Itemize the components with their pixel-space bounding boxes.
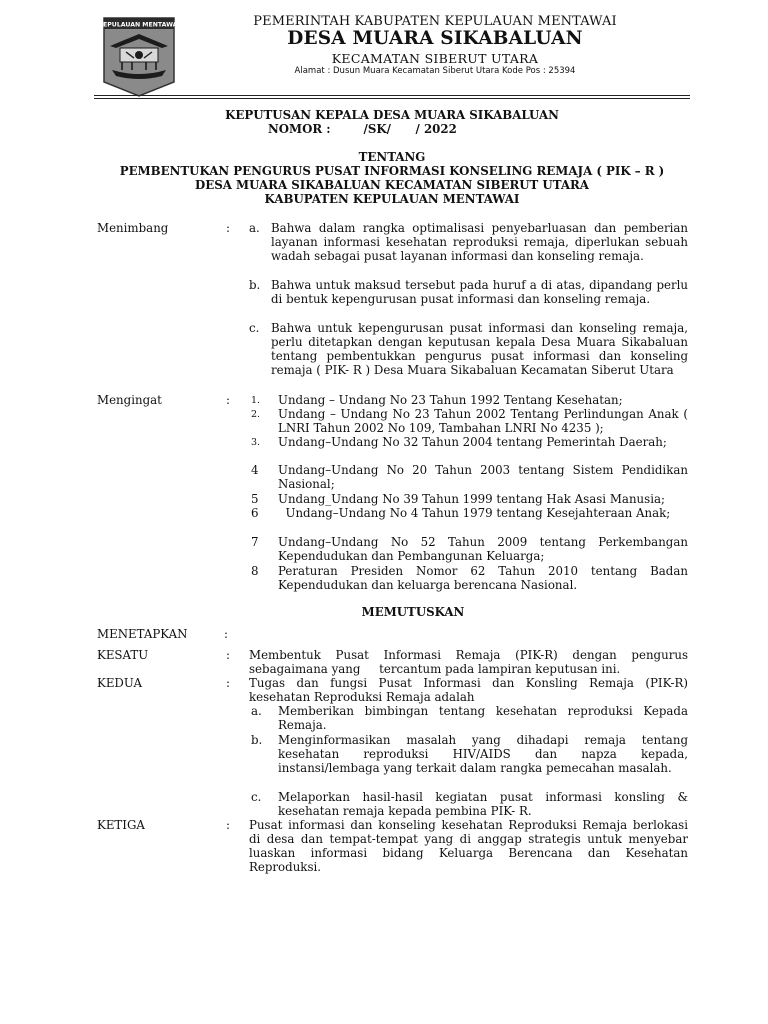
mengingat-item-4: Undang–Undang No 20 Tahun 2003 tentang Sistem Pendidikan Nasional;	[278, 463, 688, 492]
kedua-marker-a: a.	[251, 704, 262, 718]
subject-line-2: DESA MUARA SIKABALUAN KECAMATAN SIBERUT UTARA	[195, 178, 589, 192]
mengingat-marker-1: 1.	[251, 395, 261, 406]
kesatu-label: KESATU	[97, 648, 149, 662]
letterhead-address: Alamat : Dusun Muara Kecamatan Siberut Utara Kode Pos : 25394	[294, 66, 576, 76]
ketiga-colon: :	[226, 818, 230, 832]
menimbang-marker-b: b.	[249, 278, 261, 292]
mengingat-item-5: Undang_Undang No 39 Tahun 1999 tentang Hak Asasi Manusia;	[278, 492, 665, 506]
decree-title: KEPUTUSAN KEPALA DESA MUARA SIKABALUAN	[225, 108, 559, 122]
ketiga-label: KETIGA	[97, 818, 145, 832]
mengingat-marker-3: 3.	[251, 437, 261, 448]
subject-line-3: KABUPATEN KEPULAUAN MENTAWAI	[264, 192, 520, 206]
mengingat-marker-5: 5	[251, 492, 259, 506]
tentang-heading: TENTANG	[358, 150, 426, 164]
mengingat-marker-8: 8	[251, 564, 259, 578]
mengingat-item-7: Undang–Undang No 52 Tahun 2009 tentang Perkembangan Kependudukan dan Pembangunan Keluarga;	[278, 535, 688, 564]
menimbang-item-c: Bahwa untuk kepengurusan pusat informasi dan konseling remaja, perlu ditetapkan dengan keputusan kepala Desa Muara Sikabaluan tentang pembentukkan pengurus pusat informasi dan konseling remaja ( PIK- R ) Desa Muara Sikabaluan Kecamatan Siberut Utara	[271, 321, 688, 378]
mengingat-marker-7: 7	[251, 535, 259, 549]
letterhead-district: KECAMATAN SIBERUT UTARA	[331, 51, 539, 66]
kedua-colon: :	[226, 676, 230, 690]
menimbang-marker-a: a.	[249, 221, 260, 235]
kedua-item-b: Menginformasikan masalah yang dihadapi remaja tentang kesehatan reproduksi HIV/AIDS dan napza kepada, instansi/lembaga yang terkait dalam rangka pemecahan masalah.	[278, 733, 688, 776]
decree-number: NOMOR : /SK/ / 2022	[268, 122, 457, 136]
ketiga-text: Pusat informasi dan konseling kesehatan Reproduksi Remaja berlokasi di desa dan tempat-tempat yang di anggap strategis untuk menyebar luaskan informasi bidang Keluarga Berencana dan Kesehatan Reproduksi.	[249, 818, 688, 875]
menimbang-label: Menimbang	[97, 221, 169, 235]
mengingat-item-3: Undang–Undang No 32 Tahun 2004 tentang Pemerintah Daerah;	[278, 435, 667, 449]
mengingat-item-6: Undang–Undang No 4 Tahun 1979 tentang Kesejahteraan Anak;	[278, 506, 671, 520]
kesatu-colon: :	[226, 648, 230, 662]
letterhead-divider-thin	[94, 98, 690, 99]
menimbang-colon: :	[226, 221, 230, 235]
mengingat-item-1: Undang – Undang No 23 Tahun 1992 Tentang Kesehatan;	[278, 393, 623, 407]
mengingat-marker-2: 2.	[251, 409, 261, 420]
kedua-intro: Tugas dan fungsi Pusat Informasi dan Konsling Remaja (PIK-R) kesehatan Reproduksi Remaja adalah	[249, 676, 688, 705]
kesatu-text: Membentuk Pusat Informasi Remaja (PIK-R) dengan pengurus sebagaimana yang tercantum pada lampiran keputusan ini.	[249, 648, 692, 677]
menetapkan-colon: :	[224, 627, 228, 641]
subject-line-1: PEMBENTUKAN PENGURUS PUSAT INFORMASI KONSELING REMAJA ( PIK – R )	[119, 164, 665, 178]
letterhead-divider	[94, 95, 690, 96]
letterhead-village: DESA MUARA SIKABALUAN	[287, 28, 583, 49]
letterhead-government: PEMERINTAH KABUPATEN KEPULAUAN MENTAWAI	[253, 14, 617, 29]
mengingat-marker-6: 6	[251, 506, 259, 520]
kedua-label: KEDUA	[97, 676, 142, 690]
kedua-item-a: Memberikan bimbingan tentang kesehatan reproduksi Kepada Remaja.	[278, 704, 688, 733]
mengingat-label: Mengingat	[97, 393, 162, 407]
menimbang-item-a: Bahwa dalam rangka optimalisasi penyebarluasan dan pemberian layanan informasi kesehatan reproduksi remaja, diperlukan sebuah wadah sebagai pusat layanan informasi dan konseling remaja.	[271, 221, 688, 264]
menimbang-item-b: Bahwa untuk maksud tersebut pada huruf a di atas, dipandang perlu di bentuk kepengurusan pusat informasi dan konseling remaja.	[271, 278, 688, 307]
mengingat-marker-4: 4	[251, 463, 259, 477]
memutuskan-heading: MEMUTUSKAN	[361, 605, 465, 619]
regency-emblem-logo	[98, 12, 180, 98]
mengingat-item-2: Undang – Undang No 23 Tahun 2002 Tentang Perlindungan Anak ( LNRI Tahun 2002 No 109, Tambahan LNRI No 4235 );	[278, 407, 688, 436]
menetapkan-label: MENETAPKAN	[97, 627, 188, 641]
mengingat-item-8: Peraturan Presiden Nomor 62 Tahun 2010 tentang Badan Kependudukan dan keluarga berencana Nasional.	[278, 564, 688, 593]
kedua-item-c: Melaporkan hasil-hasil kegiatan pusat informasi konsling & kesehatan remaja kepada pembina PIK- R.	[278, 790, 688, 819]
emblem-caption: KEPULAUAN MENTAWAI	[98, 21, 180, 29]
kedua-marker-c: c.	[251, 790, 262, 804]
mengingat-colon: :	[226, 393, 230, 407]
menimbang-marker-c: c.	[249, 321, 260, 335]
kedua-marker-b: b.	[251, 733, 263, 747]
